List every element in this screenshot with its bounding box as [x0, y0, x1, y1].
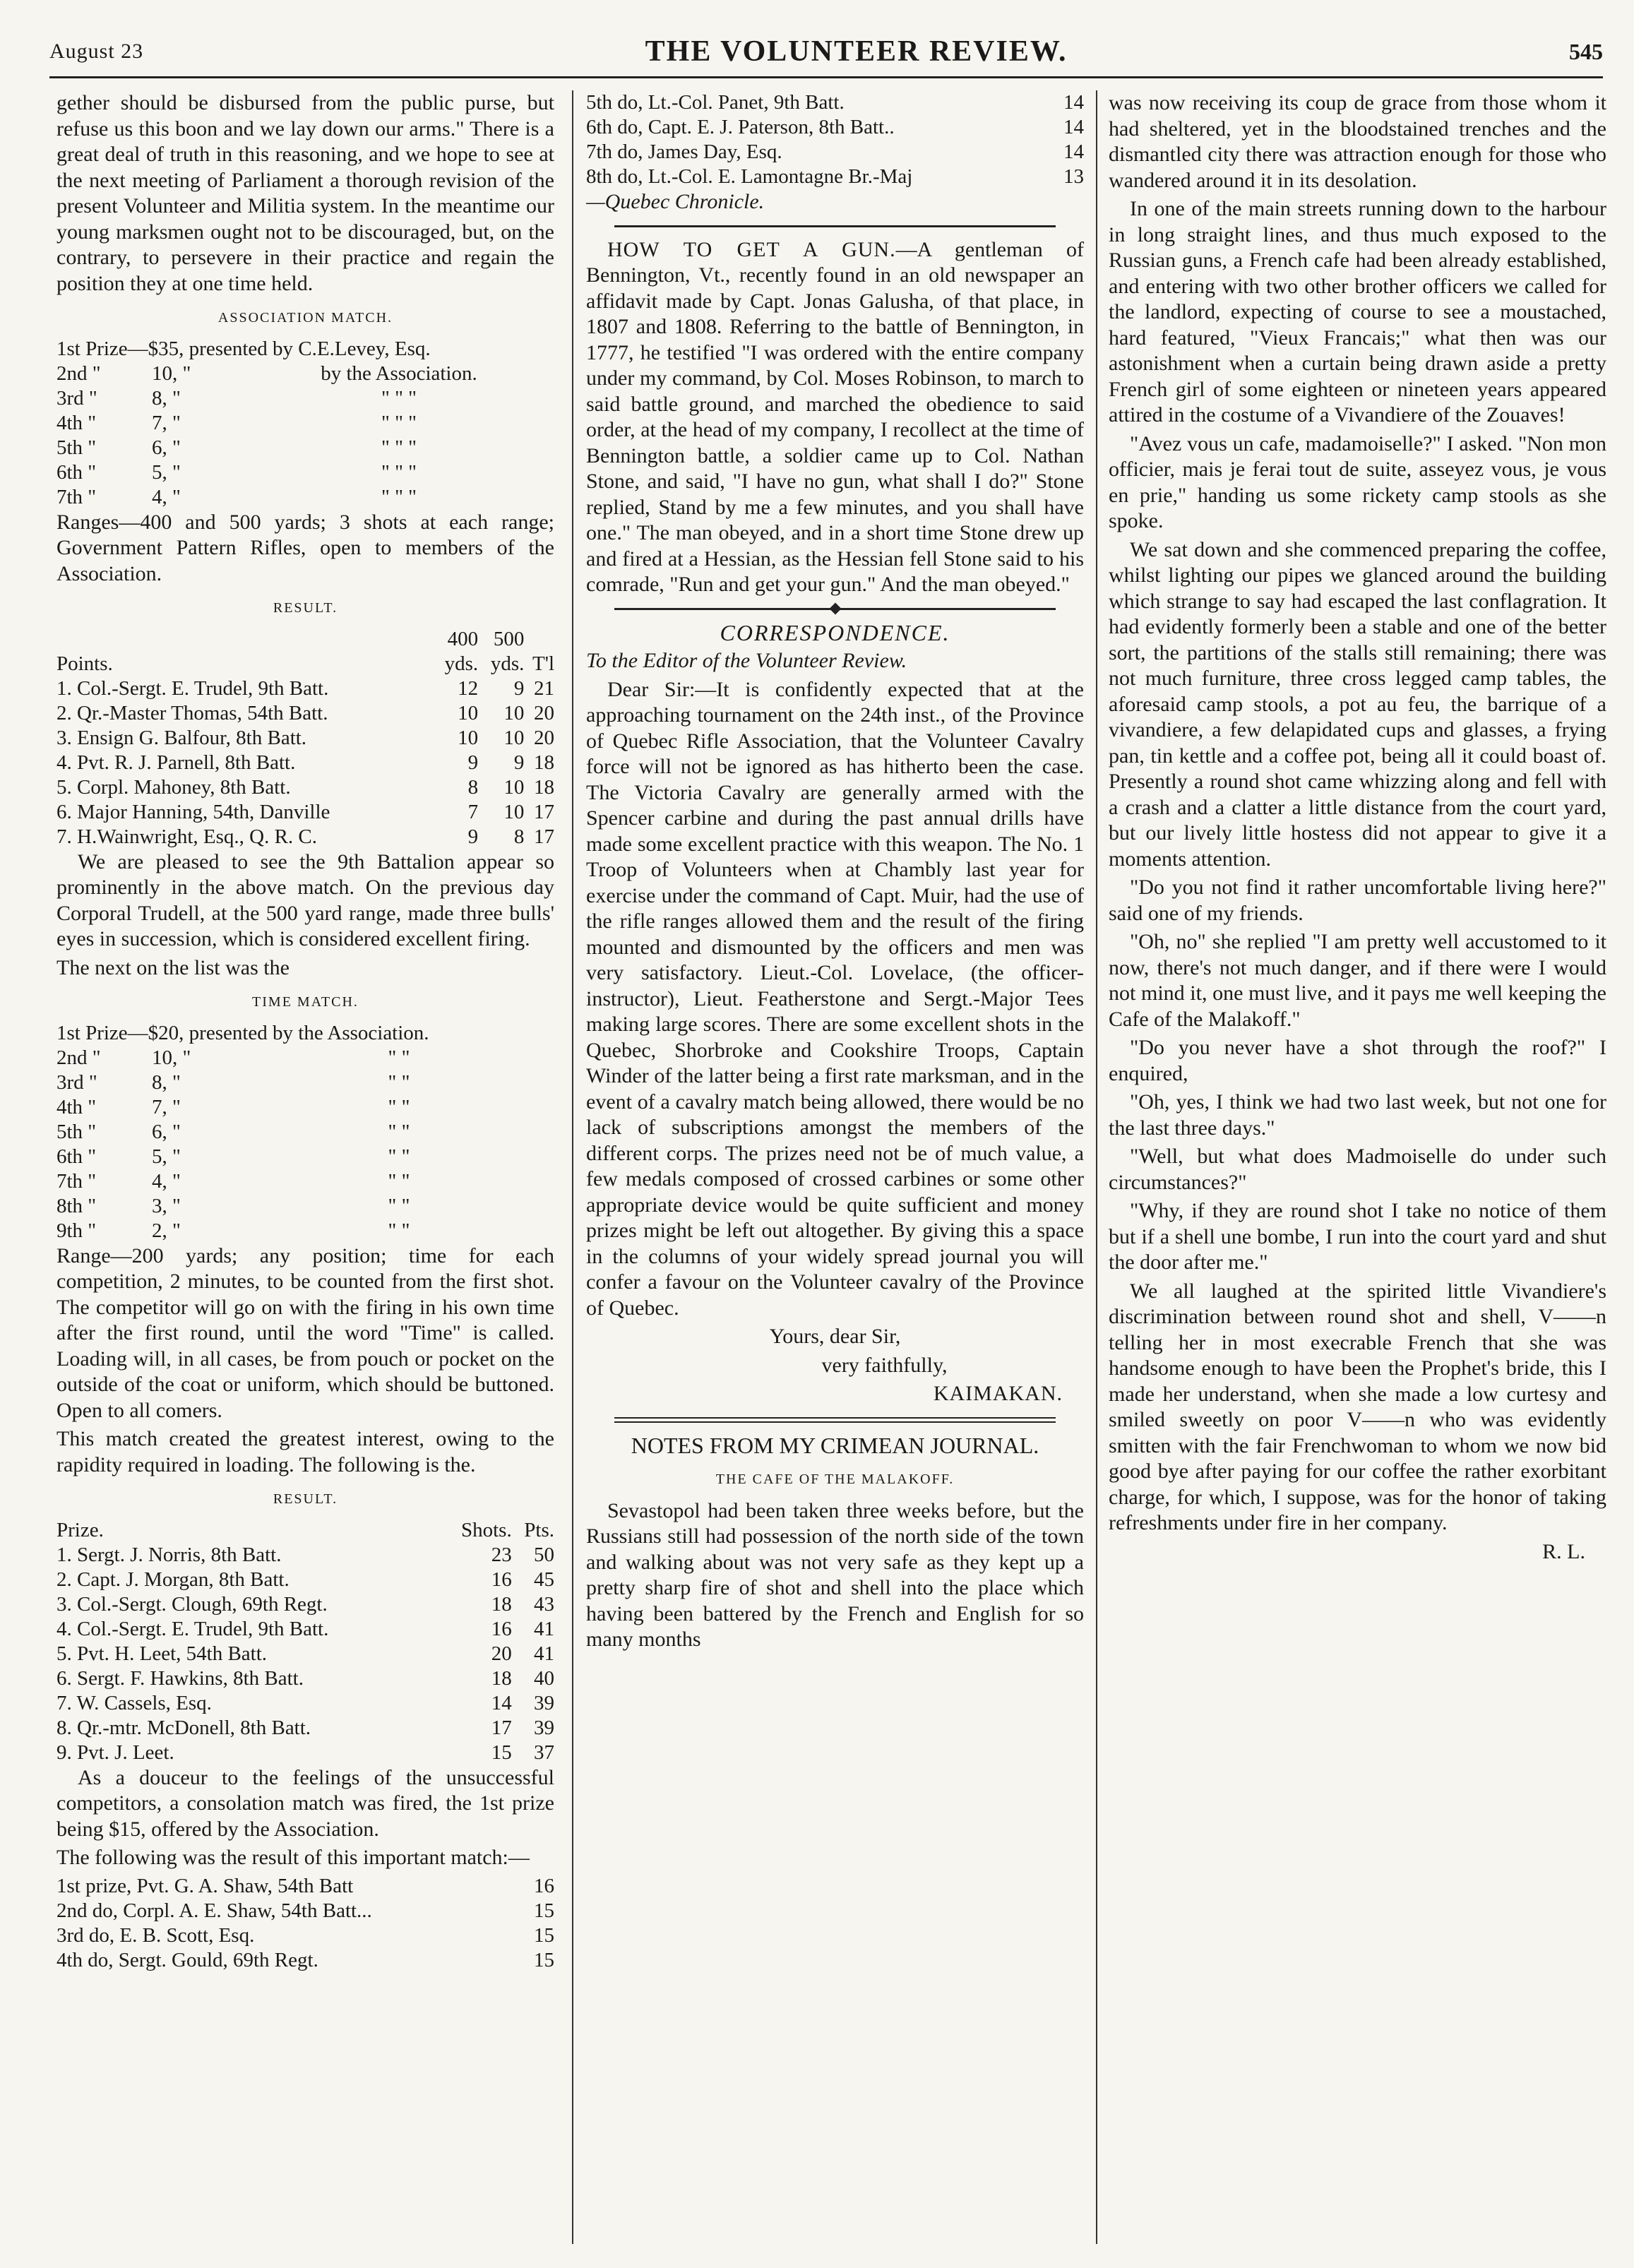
result-row [56, 701, 554, 726]
prize-row [56, 1145, 554, 1169]
result-row-cell: 18 [534, 751, 554, 774]
consolation-row-cell: 16 [534, 1874, 554, 1897]
result-row-cell: 1. Col.-Sergt. E. Trudel, 9th Batt. [56, 676, 329, 700]
prize-row-cell: 3rd " [56, 386, 97, 410]
prize-row-cell: 9th " [56, 1219, 97, 1242]
prize-row-cell: " " " [381, 386, 417, 410]
result-heading: RESULT. [273, 600, 338, 616]
crimean-paragraph-10: "Why, if they are round shot I take no notice of them but if a shell une bombe, I run into the court yard and shut the door after me." [1109, 1199, 1606, 1274]
time-match-heading: TIME MATCH. [252, 994, 359, 1010]
crimean-paragraph-2: In one of the main streets running down to the harbour in long straight lines, and thus much exposed to the Russian guns, a French cafe had been already established, and entering with two other brother officers we called for the landlord, expecting of course to see a moustached, hard featured, "Vieux Francais;" what then was our astonishment when a curtain being drawn aside a pretty French girl of some eighteen or nineteen years appeared attired in the costume of a Vivandiere of the Zouaves! [1109, 197, 1606, 426]
prize-row [56, 1021, 554, 1046]
result-row-cell: 10 [458, 701, 479, 724]
result-row-cell: 43 [534, 1592, 554, 1616]
result-row-cell: 3. Col.-Sergt. Clough, 69th Regt. [56, 1592, 328, 1616]
result-row-cell: 37 [534, 1741, 554, 1764]
consolation-row [586, 140, 1084, 165]
consolation-table [56, 1874, 554, 1973]
result-row [56, 800, 554, 825]
result-row [56, 1568, 554, 1592]
result-row [56, 1592, 554, 1617]
newspaper-page [28, 27, 1610, 2244]
consolation-row-cell: 3rd do, E. B. Scott, Esq. [56, 1923, 255, 1947]
result-row-cell: 21 [534, 676, 554, 700]
prize-row [56, 1194, 554, 1219]
ornament-divider [614, 608, 1056, 610]
prize-row-cell: 5, " [152, 1145, 181, 1168]
result-row-cell: 7 [467, 800, 479, 823]
result-row-cell: 1. Sergt. J. Norris, 8th Batt. [56, 1543, 282, 1566]
gun-article [586, 237, 1084, 598]
prize-row-cell: 6, " [152, 1120, 181, 1143]
consolation-row-cell: 14 [1063, 141, 1084, 163]
prize-row-cell: 2nd " [56, 362, 101, 385]
result-row-cell: 45 [534, 1568, 554, 1591]
correspondence-address: To the Editor of the Volunteer Review. [586, 649, 907, 672]
result-row-cell: 7. W. Cassels, Esq. [56, 1691, 212, 1714]
result-row-cell: 9 [467, 751, 479, 774]
result-header-row [56, 1518, 554, 1543]
crimean-paragraph-3: "Avez vous un cafe, madamoiselle?" I asked. "Non mon officier, mais je ferai tout de suite, asseyez vous, je vous en prie," handing us some rickety camp stools as she spoke. [1109, 431, 1606, 532]
result-row-cell: 10 [503, 701, 525, 724]
result-header-row-cell: 400 [447, 627, 479, 650]
result-row-cell: 8 [513, 825, 525, 848]
prize-row-cell: 4th " [56, 1095, 97, 1118]
prize-row-cell: 6th " [56, 1145, 97, 1168]
result-header-row-cell: 500 [493, 627, 525, 650]
crimean-paragraph-4: We sat down and she commenced preparing the coffee, whilst lighting our pipes we glanced around the building which strange to say had escaped the last conflagration. It had evidently formerly been a stable and one of the better sort, the partitions of the stalls still remaining; there was not much furniture, three cross legged camp tables, the aforesaid camp stools, a pot au feu, the barrique of a vivandiere, a few delapidated cups and glasses, a frying pan, tin kettle and a coffee pot, being all it could boast of. Presently a round shot came whizzing along and fell with a crash and a clatter a little distance from the court yard, but our lively little hostess did not appear to give it a moments attention. [1109, 537, 1606, 871]
column-rule-2 [1096, 90, 1097, 2244]
result-2-heading: RESULT. [273, 1491, 338, 1507]
result-row-cell: 17 [491, 1716, 512, 1739]
prize-row [56, 362, 554, 386]
column-3 [1109, 90, 1606, 2244]
prize-row [56, 436, 554, 460]
result-row-cell: 17 [534, 825, 554, 848]
correspondence-letter: Dear Sir:—It is confidently expected that at the approaching tournament on the 24th inst., of the Province of Quebec Rifle Association, that the Volunteer Cavalry force will not be ignored as has hitherto been the case. The Victoria Cavalry are generally armed with the Spencer carbine and during the past annual drills have made some excellent practice with this weapon. The No. 1 Troop of Volunteers when at Chambly last year for exercise under the command of Capt. Muir, had the use of the rifle ranges allowed them and the result of the firing mounted and dismounted by the officers and men was very satisfactory. Lieut.-Col. Lovelace, (the officer-instructor), Lieut. Featherstone and Sergt.-Major Tees making large scores. There are some excellent shots in the Quebec, Shorbroke and Cookshire Troops, Captain Winder of the latter being a first rate marksman, and in the event of a cavalry match being allowed, there would be no lack of subscriptions amongst the members of the different corps. The prizes need not be of much value, a few medals composed of crossed carbines or some other appropriate device would be quite sufficient and money prizes might be left out altogether. By giving this a space in the columns of your widely spread journal you will confer a favour on the Volunteer cavalry of the Province of Quebec. [586, 677, 1084, 1320]
prize-row [56, 386, 554, 411]
prize-row-cell: 4, " [152, 1169, 181, 1193]
result-row-cell: 15 [491, 1741, 512, 1764]
time-range-text: Range—200 yards; any position; time for each competition, 2 minutes, to be counted from the first shot. The competitor will go on with the firing in his own time after the first round, until the word "Time" is called. Loading will, in all cases, be from pouch or pocket on the outside of the coat or uniform, which should be buttoned. Open to all comers. [56, 1243, 554, 1422]
result-row-cell: 6. Sergt. F. Hawkins, 8th Batt. [56, 1666, 304, 1690]
result-row-cell: 23 [491, 1543, 512, 1566]
association-prizes-table [56, 337, 554, 510]
result-row-cell: 20 [491, 1642, 512, 1665]
result-header-row-cell [56, 627, 432, 652]
divider [614, 225, 1056, 227]
crimean-paragraph-1: was now receiving its coup de grace from those whom it had sheltered, yet in the bloodstained trenches and the dismantled city there was attraction enough for those who wandered around it in its desolation. [1109, 91, 1606, 192]
result-row-cell: 9 [467, 825, 479, 848]
result-row-cell: 40 [534, 1666, 554, 1690]
result-row-cell: 14 [491, 1691, 512, 1714]
result-header-row-cell: Prize. [56, 1518, 104, 1541]
result-row-cell: 3. Ensign G. Balfour, 8th Batt. [56, 726, 307, 749]
result-row-cell: 6. Major Hanning, 54th, Danville [56, 800, 330, 823]
prize-row [56, 1120, 554, 1145]
prize-row-cell: 6, " [152, 436, 181, 459]
prize-row-cell: " " " [381, 436, 417, 459]
prize-row-cell: " " " [381, 411, 417, 434]
crimean-paragraph-11: We all laughed at the spirited little Vivandiere's discrimination between round shot and shell, V——n telling her in most execrable French that she was handsome enough to have been the Prophet's bride, this I made her understand, when she made a low curtesy and smiled sweetly on poor V——n who was evidently smitten with the fair Frenchwoman to whom we now bid good bye after paying for our coffee the rather exorbitant charge, for which, I suppose, was for the honor of taking refreshments under fire in her company. [1109, 1279, 1606, 1534]
result-row-cell: 20 [534, 726, 554, 749]
consolation-row-cell: 2nd do, Corpl. A. E. Shaw, 54th Batt... [56, 1899, 372, 1922]
prize-row-cell: by the Association. [321, 362, 477, 385]
consolation-continued-table [586, 90, 1084, 189]
result-row-cell: 2. Qr.-Master Thomas, 54th Batt. [56, 701, 328, 724]
prize-row [56, 1169, 554, 1194]
consolation-row-cell: 5th do, Lt.-Col. Panet, 9th Batt. [586, 91, 845, 114]
prize-row-cell: 10, " [152, 362, 191, 385]
column-rule-1 [572, 90, 573, 2244]
result-row [56, 1642, 554, 1666]
prize-row-cell: 8th " [56, 1194, 97, 1217]
result-row-cell: 41 [534, 1617, 554, 1640]
time-prizes-table [56, 1021, 554, 1243]
prize-row-cell: " " [388, 1219, 410, 1242]
result-row [56, 1617, 554, 1642]
consolation-row [56, 1948, 554, 1973]
result-header-row-cell: yds. [490, 652, 525, 675]
prize-row-cell: " " [388, 1145, 410, 1168]
prize-row [56, 411, 554, 436]
result-row-cell: 8 [467, 775, 479, 799]
consolation-row-cell: 15 [534, 1948, 554, 1971]
result-row-cell: 17 [534, 800, 554, 823]
crimean-paragraph-9: "Well, but what does Madmoiselle do under such circumstances?" [1109, 1145, 1606, 1194]
issue-date: August 23 [49, 40, 144, 63]
association-match-heading: ASSOCIATION MATCH. [217, 310, 393, 326]
result-header-row-cell: yds. [444, 652, 479, 675]
result-row [56, 1716, 554, 1741]
consolation-row-cell: 4th do, Sergt. Gould, 69th Regt. [56, 1948, 318, 1971]
result-row [56, 1741, 554, 1765]
next-line: The next on the list was the [56, 955, 290, 979]
result-row [56, 1691, 554, 1716]
intro-paragraph: gether should be disbursed from the public purse, but refuse us this boon and we lay down our arms." There is a great deal of truth in this reasoning, and we hope to see at the next meeting of Parliament a thorough revision of the present Volunteer and Militia system. In the meantime our young marksmen ought not to be discouraged, but, on the contrary, to persevere in their practice and regain the position they at one time held. [56, 91, 554, 295]
notes-heading: NOTES FROM MY CRIMEAN JOURNAL. [631, 1432, 1039, 1458]
prize-row-cell: " " [388, 1046, 410, 1069]
association-result-table [56, 627, 554, 849]
double-divider [614, 1417, 1056, 1423]
prize-row-cell: 3, " [152, 1194, 181, 1217]
cafe-subheading: THE CAFE OF THE MALAKOFF. [715, 1472, 955, 1487]
result-row [56, 775, 554, 800]
result-row-cell: 50 [534, 1543, 554, 1566]
result-row-cell: 39 [534, 1691, 554, 1714]
consolation-row-cell: 7th do, James Day, Esq. [586, 141, 782, 163]
result-row-cell: 10 [458, 726, 479, 749]
letter-signature: KAIMAKAN. [933, 1382, 1063, 1405]
result-header-row [56, 627, 554, 652]
source-credit: —Quebec Chronicle. [586, 190, 765, 213]
prize-row [56, 1095, 554, 1120]
result-row [56, 726, 554, 751]
result-row-cell: 4. Col.-Sergt. E. Trudel, 9th Batt. [56, 1617, 329, 1640]
trudell-paragraph: We are pleased to see the 9th Battalion appear so prominently in the above match. On the previous day Corporal Trudell, at the 500 yard range, made three bulls' eyes in succession, which is considered excellent firing. [56, 849, 554, 950]
result-header-row-cell: T'l [532, 652, 554, 675]
result-row-cell: 9 [513, 676, 525, 700]
prize-row [56, 1046, 554, 1070]
result-row-cell: 10 [503, 800, 525, 823]
result-row-cell: 9. Pvt. J. Leet. [56, 1741, 174, 1764]
following-text: The following was the result of this important match:— [56, 1846, 530, 1869]
prize-row [56, 485, 554, 510]
result-row-cell: 18 [534, 775, 554, 799]
association-ranges: Ranges—400 and 500 yards; 3 shots at each range; Government Pattern Rifles, open to members of the Association. [56, 510, 554, 585]
crimean-paragraph-8: "Oh, yes, I think we had two last week, but not one for the last three days." [1109, 1090, 1606, 1140]
prize-row-cell: 1st Prize—$20, presented by the Association. [56, 1021, 429, 1044]
author-initials: R. L. [1542, 1539, 1585, 1563]
result-row-cell: 9 [513, 751, 525, 774]
result-row-cell: 10 [503, 726, 525, 749]
consolation-row [56, 1899, 554, 1923]
consolation-row-cell: 1st prize, Pvt. G. A. Shaw, 54th Batt [56, 1874, 354, 1897]
prize-row-cell: " " [388, 1120, 410, 1143]
prize-row-cell: 5th " [56, 1120, 97, 1143]
prize-row [56, 460, 554, 485]
page-header [49, 27, 1603, 78]
result-row-cell: 16 [491, 1568, 512, 1591]
result-row-cell: 20 [534, 701, 554, 724]
consolation-row-cell: 15 [534, 1899, 554, 1922]
consolation-row-cell: 14 [1063, 91, 1084, 114]
consolation-row-cell: 15 [534, 1923, 554, 1947]
prize-row [56, 1070, 554, 1095]
prize-row-cell: " " [388, 1194, 410, 1217]
prize-row-cell: 4th " [56, 411, 97, 434]
result-row-cell: 8. Qr.-mtr. McDonell, 8th Batt. [56, 1716, 311, 1739]
column-1 [56, 90, 554, 2244]
prize-row-cell: 6th " [56, 460, 97, 484]
crimean-paragraph-6: "Oh, no" she replied "I am pretty well accustomed to it now, there's not much danger, and if there were I would not mind it, one must live, and it pays me well keeping the Cafe of the Malakoff." [1109, 930, 1606, 1031]
correspondence-heading: CORRESPONDENCE. [720, 619, 950, 645]
result-header-row [56, 652, 554, 676]
result-row-cell: 39 [534, 1716, 554, 1739]
prize-row-cell: 7, " [152, 411, 181, 434]
result-row [56, 825, 554, 849]
page-number: 545 [1568, 38, 1603, 64]
result-header-row-cell: Shots. [460, 1518, 512, 1541]
crimean-paragraph-5: "Do you not find it rather uncomfortable living here?" said one of my friends. [1109, 876, 1606, 925]
time-result-table [56, 1518, 554, 1765]
prize-row-cell: 10, " [152, 1046, 191, 1069]
prize-row-cell: 2, " [152, 1219, 181, 1242]
consolation-row-cell: 6th do, Capt. E. J. Paterson, 8th Batt.. [586, 116, 895, 138]
result-header-row-cell: Points. [56, 652, 113, 675]
prize-row-cell: 7th " [56, 485, 97, 508]
result-row-cell: 16 [491, 1617, 512, 1640]
closing-line-2: very faithfully, [821, 1353, 948, 1377]
prize-row-cell: " " [388, 1070, 410, 1094]
result-row [56, 1543, 554, 1568]
consolation-row-cell: 13 [1063, 165, 1084, 188]
prize-row-cell: 1st Prize—$35, presented by C.E.Levey, Esq. [56, 337, 431, 360]
result-row-cell: 5. Pvt. H. Leet, 54th Batt. [56, 1642, 268, 1665]
result-header-row-cell: Pts. [524, 1518, 554, 1541]
result-row [56, 751, 554, 775]
prize-row-cell: 5th " [56, 436, 97, 459]
sevastopol-paragraph: Sevastopol had been taken three weeks before, but the Russians still had possession of the north side of the town and walking about was not very safe as they kept up a pretty sharp fire of shot and shell into the place which having been battered by the French and English for so many months [586, 1498, 1084, 1651]
consolation-row [56, 1923, 554, 1948]
prize-row-cell: 2nd " [56, 1046, 101, 1069]
prize-row-cell: " " [388, 1095, 410, 1118]
prize-row-cell: 5, " [152, 460, 181, 484]
prize-row-cell: 7, " [152, 1095, 181, 1118]
consolation-row [586, 165, 1084, 189]
result-row-cell: 4. Pvt. R. J. Parnell, 8th Batt. [56, 751, 296, 774]
prize-row-cell: " " [388, 1169, 410, 1193]
consolation-row [586, 90, 1084, 115]
result-row-cell: 10 [503, 775, 525, 799]
prize-row [56, 337, 554, 362]
result-row-cell: 7. H.Wainwright, Esq., Q. R. C. [56, 825, 318, 848]
prize-row-cell: 8, " [152, 386, 181, 410]
consolation-row-cell: 8th do, Lt.-Col. E. Lamontagne Br.-Maj [586, 165, 913, 188]
prize-row-cell: 4, " [152, 485, 181, 508]
closing-line-1: Yours, dear Sir, [769, 1325, 901, 1348]
result-row-cell: 18 [491, 1666, 512, 1690]
consolation-row [56, 1874, 554, 1899]
result-row [56, 676, 554, 701]
prize-row [56, 1219, 554, 1243]
prize-row-cell: 8, " [152, 1070, 181, 1094]
result-row-cell: 12 [458, 676, 479, 700]
column-2 [586, 90, 1084, 2244]
consolation-text: As a douceur to the feelings of the unsuccessful competitors, a consolation match was fired, the 1st prize being $15, offered by the Association. [56, 1765, 554, 1841]
gun-article-lead: HOW TO GET A GUN. [607, 237, 896, 261]
result-row [56, 1666, 554, 1691]
prize-row-cell: 3rd " [56, 1070, 97, 1094]
gun-article-text: —A gentleman of Bennington, Vt., recently found in an old newspaper an affidavit made by Capt. Jonas Galusha, of that place, in 1807 and 1808. Referring to the battle of Bennington, in 1777, he testified "I was ordered with the entire company under my command, by Col. Moses Robinson, to march to said battle ground, and marched the obedience to said order, at the head of my company, I recollect at the time of Bennington battle, a soldier came up to Col. Nathan Stone, and said, "I have no gun, what shall I do?" Stone replied, Stand by me a few minutes, and you shall have one." The man obeyed, and in a short time Stone drew up and fired at a Hessian, as the Hessian fell Stone said to his comrade, "Run and get your gun." And the man obeyed." [586, 237, 1084, 596]
result-row-cell: 2. Capt. J. Morgan, 8th Batt. [56, 1568, 290, 1591]
result-row-cell: 18 [491, 1592, 512, 1616]
result-header-row-cell [524, 627, 554, 652]
crimean-paragraph-7: "Do you never have a shot through the roof?" I enquired, [1109, 1036, 1606, 1085]
publication-title: THE VOLUNTEER REVIEW. [645, 35, 1068, 68]
prize-row-cell: 7th " [56, 1169, 97, 1193]
result-row-cell: 41 [534, 1642, 554, 1665]
time-interest-text: This match created the greatest interest, owing to the rapidity required in loading. The following is the. [56, 1427, 554, 1476]
diamond-ornament-icon [829, 602, 841, 614]
consolation-row [586, 115, 1084, 140]
result-row-cell: 5. Corpl. Mahoney, 8th Batt. [56, 775, 291, 799]
prize-row-cell: " " " [381, 460, 417, 484]
prize-row-cell: " " " [381, 485, 417, 508]
consolation-row-cell: 14 [1063, 116, 1084, 138]
